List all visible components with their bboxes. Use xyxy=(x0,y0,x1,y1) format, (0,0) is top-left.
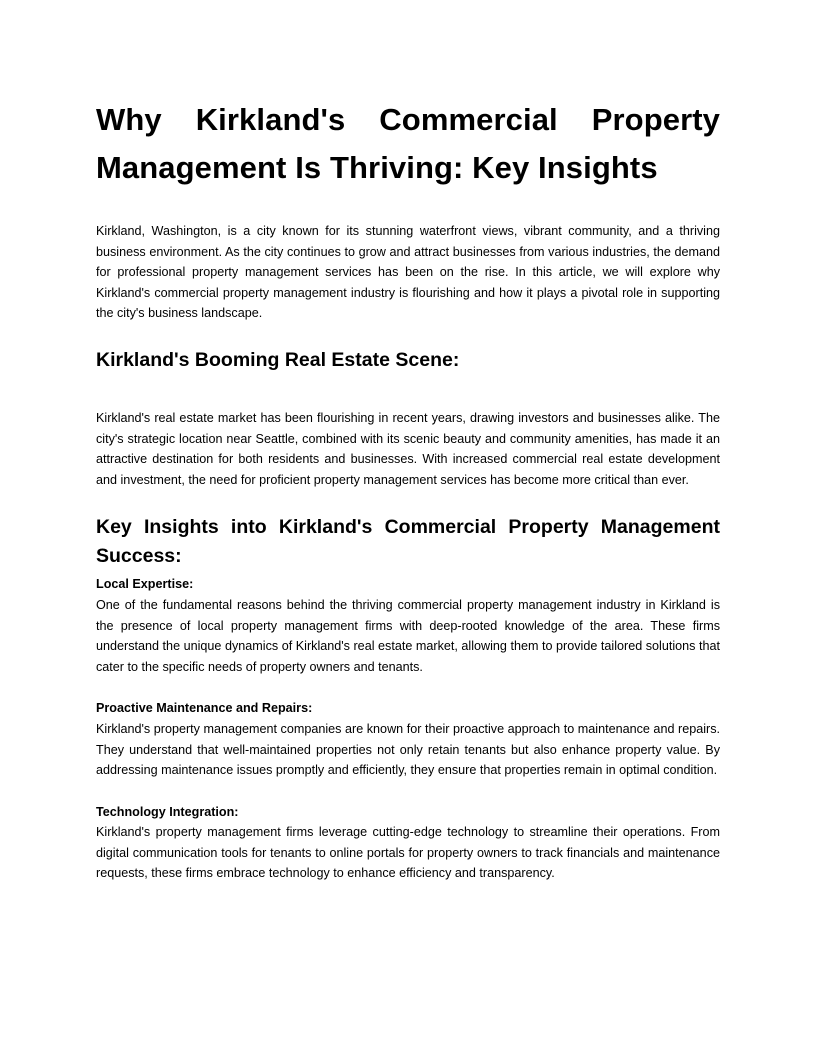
section-heading-key-insights: Key Insights into Kirkland's Commercial Property Management Success: xyxy=(96,516,720,568)
section-heading-booming: Kirkland's Booming Real Estate Scene: xyxy=(96,348,460,371)
insight-text: One of the fundamental reasons behind the thriving commercial property management industry in Kirkland is the presence of local property management firms with deep-rooted knowledge of the area. These firms understand the unique dynamics of Kirkland's real estate market, allowing them to provide tailored solutions that cater to the specific needs of property owners and tenants. xyxy=(96,597,720,674)
section-paragraph-booming: Kirkland's real estate market has been flourishing in recent years, drawing investors and businesses alike. The city's strategic location near Seattle, combined with its scenic beauty and community amenities, has made it an attractive destination for both residents and businesses. With increased commercial real estate development and investment, the need for proficient property management services has become more critical than ever. xyxy=(96,410,720,487)
insight-item-proactive-maintenance xyxy=(96,698,720,780)
document-page xyxy=(96,96,720,884)
insight-item-local-expertise xyxy=(96,574,720,677)
insight-text: Kirkland's property management firms leverage cutting-edge technology to streamline their operations. From digital communication tools for tenants to online portals for property owners to track financials and maintenance requests, these firms embrace technology to enhance efficiency and transparency. xyxy=(96,825,720,881)
insight-text: Kirkland's property management companies are known for their proactive approach to maintenance and repairs. They understand that well-maintained properties not only retain tenants but also enhance property value. By addressing maintenance issues promptly and efficiently, they ensure that properties remain in optimal condition. xyxy=(96,721,720,778)
insight-item-technology-integration xyxy=(96,802,720,884)
insight-label: Proactive Maintenance and Repairs: xyxy=(96,701,313,716)
page-title: Why Kirkland's Commercial Property Management Is Thriving: Key Insights xyxy=(96,102,720,185)
intro-paragraph: Kirkland, Washington, is a city known for its stunning waterfront views, vibrant community, and a thriving business environment. As the city continues to grow and attract businesses from various industries, the demand for professional property management services has been on the rise. In this article, we will explore why Kirkland's commercial property management industry is flourishing and how it plays a pivotal role in supporting the city's business landscape. xyxy=(96,224,720,321)
insight-label: Technology Integration: xyxy=(96,804,239,819)
insight-label: Local Expertise: xyxy=(96,577,194,592)
